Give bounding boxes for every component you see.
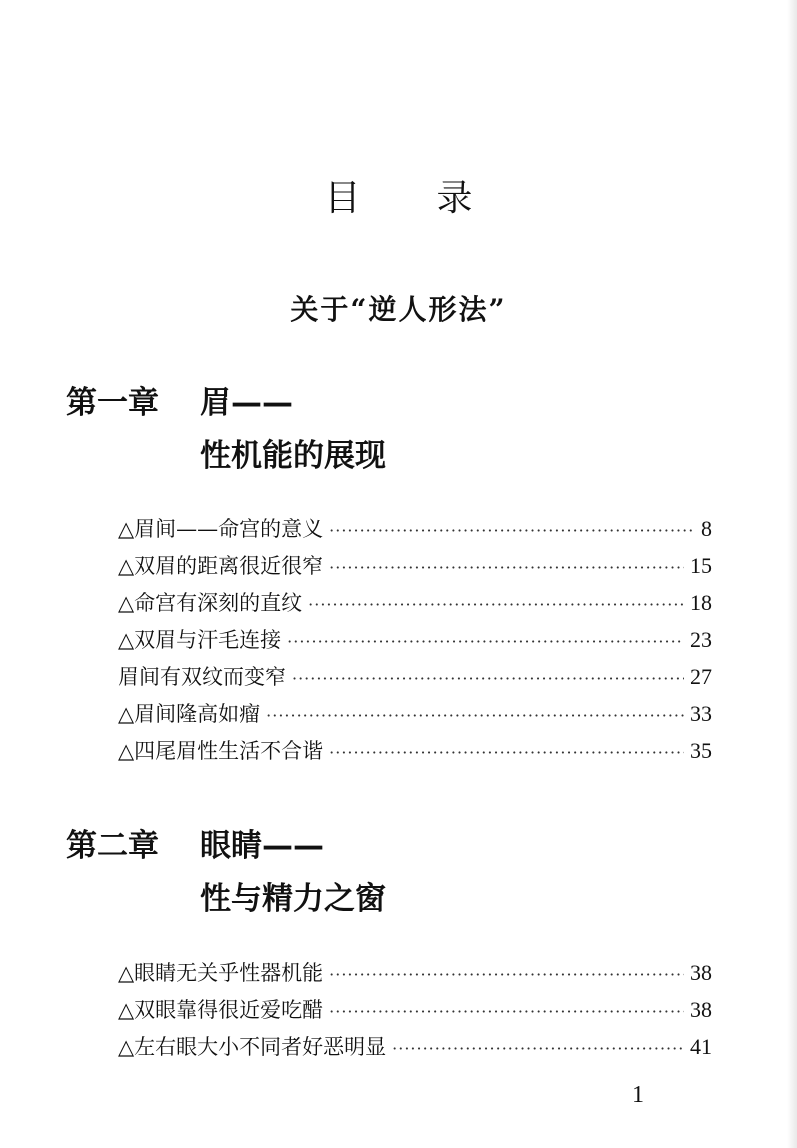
page-number: 1 [632, 1082, 644, 1108]
entry-title: △双眉与汗毛连接 [118, 628, 282, 652]
toc-entry[interactable] [118, 695, 712, 732]
toc-entry[interactable] [118, 732, 712, 769]
toc-entry[interactable] [118, 954, 712, 991]
toc-entry[interactable] [118, 991, 712, 1028]
toc-entry[interactable] [118, 621, 712, 658]
chapter-2-subtitle: 性与精力之窗 [200, 881, 386, 917]
dot-leader [292, 660, 684, 697]
chapter-2-number: 第二章 [66, 828, 159, 864]
entry-page: 27 [690, 664, 712, 689]
dot-leader [329, 993, 684, 1030]
entry-title: 眉间有双纹而变窄 [118, 665, 286, 689]
dot-leader [308, 586, 684, 623]
chapter-1-number: 第一章 [66, 385, 159, 421]
chapter-1-subtitle: 性机能的展现 [200, 438, 386, 474]
chapter-1-heading [66, 383, 293, 423]
toc-entry[interactable] [118, 547, 712, 584]
entry-title: △命宫有深刻的直纹 [118, 591, 303, 615]
dot-leader [329, 734, 684, 771]
chapter-2-title: 眼睛—— [200, 828, 324, 864]
toc-title: 目录 [324, 178, 549, 219]
dot-leader [329, 512, 695, 549]
entry-page: 18 [690, 590, 712, 615]
entry-page: 41 [690, 1034, 712, 1059]
dot-leader [329, 956, 684, 993]
chapter-2-heading [66, 826, 324, 866]
entry-page: 35 [690, 738, 712, 763]
toc-entry[interactable] [118, 1028, 712, 1065]
toc-entry[interactable] [118, 510, 712, 547]
entry-page: 33 [690, 701, 712, 726]
chapter-1-title: 眉—— [200, 385, 293, 421]
entry-title: △双眼靠得很近爱吃醋 [118, 998, 324, 1022]
entry-title: △四尾眉性生活不合谐 [118, 739, 324, 763]
entry-title: △左右眼大小不同者好恶明显 [118, 1035, 387, 1059]
dot-leader [329, 549, 684, 586]
chapter-2-entries [118, 954, 712, 1065]
entry-title: △眼睛无关乎性器机能 [118, 961, 324, 985]
preface-heading: 关于“逆人形法” [290, 293, 507, 326]
toc-entry[interactable] [118, 584, 712, 621]
chapter-1-entries [118, 510, 712, 769]
entry-title: △双眉的距离很近很窄 [118, 554, 324, 578]
dot-leader [287, 623, 684, 660]
dot-leader [266, 697, 684, 734]
entry-page: 23 [690, 627, 712, 652]
toc-entry[interactable] [118, 658, 712, 695]
entry-page: 8 [701, 516, 712, 541]
entry-page: 38 [690, 960, 712, 985]
entry-title: △眉间——命宫的意义 [118, 517, 324, 541]
entry-title: △眉间隆高如瘤 [118, 702, 261, 726]
entry-page: 38 [690, 997, 712, 1022]
dot-leader [392, 1030, 684, 1067]
entry-page: 15 [690, 553, 712, 578]
